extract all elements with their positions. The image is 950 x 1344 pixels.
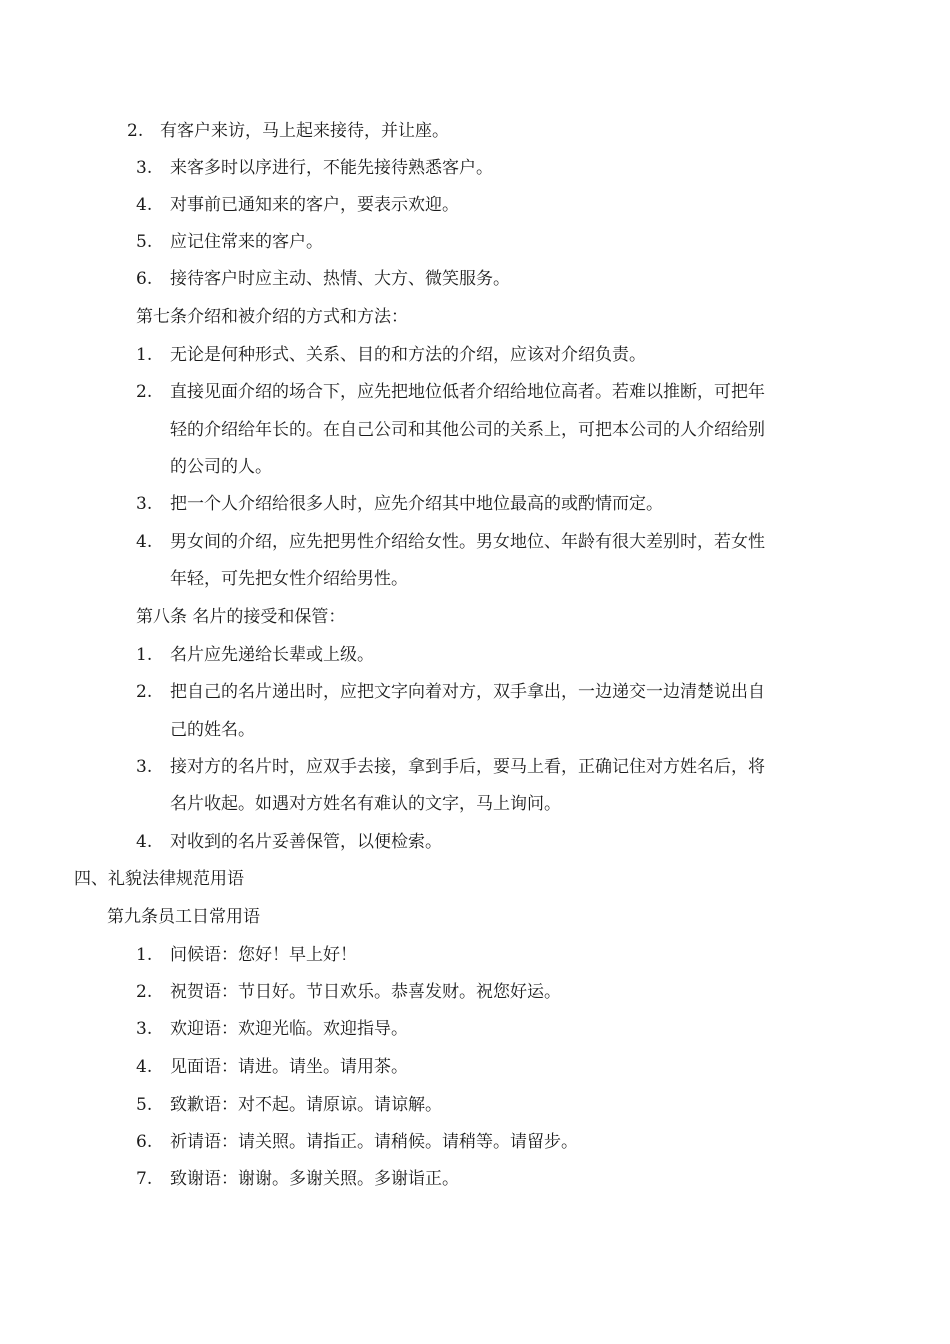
list-item-text: 年轻，可先把女性介绍给男性。 — [170, 569, 408, 589]
list-item-number: 1. — [136, 345, 153, 365]
list-item-text: 接对方的名片时，应双手去接，拿到手后，要马上看，正确记住对方姓名后，将 — [170, 757, 765, 777]
list-item-text: 问候语：您好！早上好！ — [170, 945, 357, 965]
list-item-text: 致歉语：对不起。请原谅。请谅解。 — [170, 1095, 442, 1115]
list-item-text: 对收到的名片妥善保管，以便检索。 — [170, 832, 442, 852]
list-item-text: 欢迎语：欢迎光临。欢迎指导。 — [170, 1019, 408, 1039]
list-item-text: 祝贺语：节日好。节日欢乐。恭喜发财。祝您好运。 — [170, 982, 561, 1002]
list-item-text: 轻的介绍给年长的。在自己公司和其他公司的关系上，可把本公司的人介绍给别 — [170, 420, 765, 440]
article-heading: 第七条介绍和被介绍的方式和方法： — [136, 307, 408, 327]
list-item-number: 1. — [136, 945, 153, 965]
list-item-text: 把一个人介绍给很多人时，应先介绍其中地位最高的或酌情而定。 — [170, 494, 663, 514]
article-heading: 第九条员工日常用语 — [107, 907, 260, 927]
list-item-number: 5. — [136, 232, 153, 252]
list-item-number: 5. — [136, 1095, 153, 1115]
list-item-text: 己的姓名。 — [170, 720, 255, 740]
article-heading: 第八条 名片的接受和保管： — [136, 607, 346, 627]
list-item-text: 来客多时以序进行，不能先接待熟悉客户。 — [170, 158, 493, 178]
list-item-text: 的公司的人。 — [170, 457, 272, 477]
list-item-number: 4. — [136, 532, 153, 552]
list-item-text: 对事前已通知来的客户，要表示欢迎。 — [170, 195, 459, 215]
chapter-heading: 四、礼貌法律规范用语 — [74, 869, 244, 889]
list-item-number: 2. — [136, 982, 153, 1002]
list-item-number: 3. — [136, 158, 153, 178]
list-item-number: 2. — [127, 121, 144, 141]
list-item-number: 3. — [136, 494, 153, 514]
list-item-text: 把自己的名片递出时，应把文字向着对方，双手拿出，一边递交一边清楚说出自 — [170, 682, 765, 702]
list-item-text: 应记住常来的客户。 — [170, 232, 323, 252]
list-item-text: 祈请语：请关照。请指正。请稍候。请稍等。请留步。 — [170, 1132, 578, 1152]
list-item-text: 接待客户时应主动、热情、大方、微笑服务。 — [170, 269, 510, 289]
list-item-number: 3. — [136, 757, 153, 777]
list-item-number: 2. — [136, 382, 153, 402]
list-item-number: 4. — [136, 1057, 153, 1077]
list-item-number: 4. — [136, 195, 153, 215]
list-item-text: 男女间的介绍，应先把男性介绍给女性。男女地位、年龄有很大差别时，若女性 — [170, 532, 765, 552]
list-item-number: 4. — [136, 832, 153, 852]
list-item-number: 2. — [136, 682, 153, 702]
list-item-number: 6. — [136, 269, 153, 289]
list-item-number: 3. — [136, 1019, 153, 1039]
list-item-number: 1. — [136, 645, 153, 665]
list-item-text: 有客户来访，马上起来接待，并让座。 — [160, 121, 449, 141]
list-item-text: 无论是何种形式、关系、目的和方法的介绍，应该对介绍负责。 — [170, 345, 646, 365]
list-item-number: 6. — [136, 1132, 153, 1152]
list-item-text: 致谢语：谢谢。多谢关照。多谢诣正。 — [170, 1169, 459, 1189]
list-item-text: 直接见面介绍的场合下，应先把地位低者介绍给地位高者。若难以推断，可把年 — [170, 382, 765, 402]
list-item-text: 名片收起。如遇对方姓名有难认的文字，马上询问。 — [170, 794, 561, 814]
list-item-text: 见面语：请进。请坐。请用茶。 — [170, 1057, 408, 1077]
list-item-text: 名片应先递给长辈或上级。 — [170, 645, 374, 665]
list-item-number: 7. — [136, 1169, 153, 1189]
